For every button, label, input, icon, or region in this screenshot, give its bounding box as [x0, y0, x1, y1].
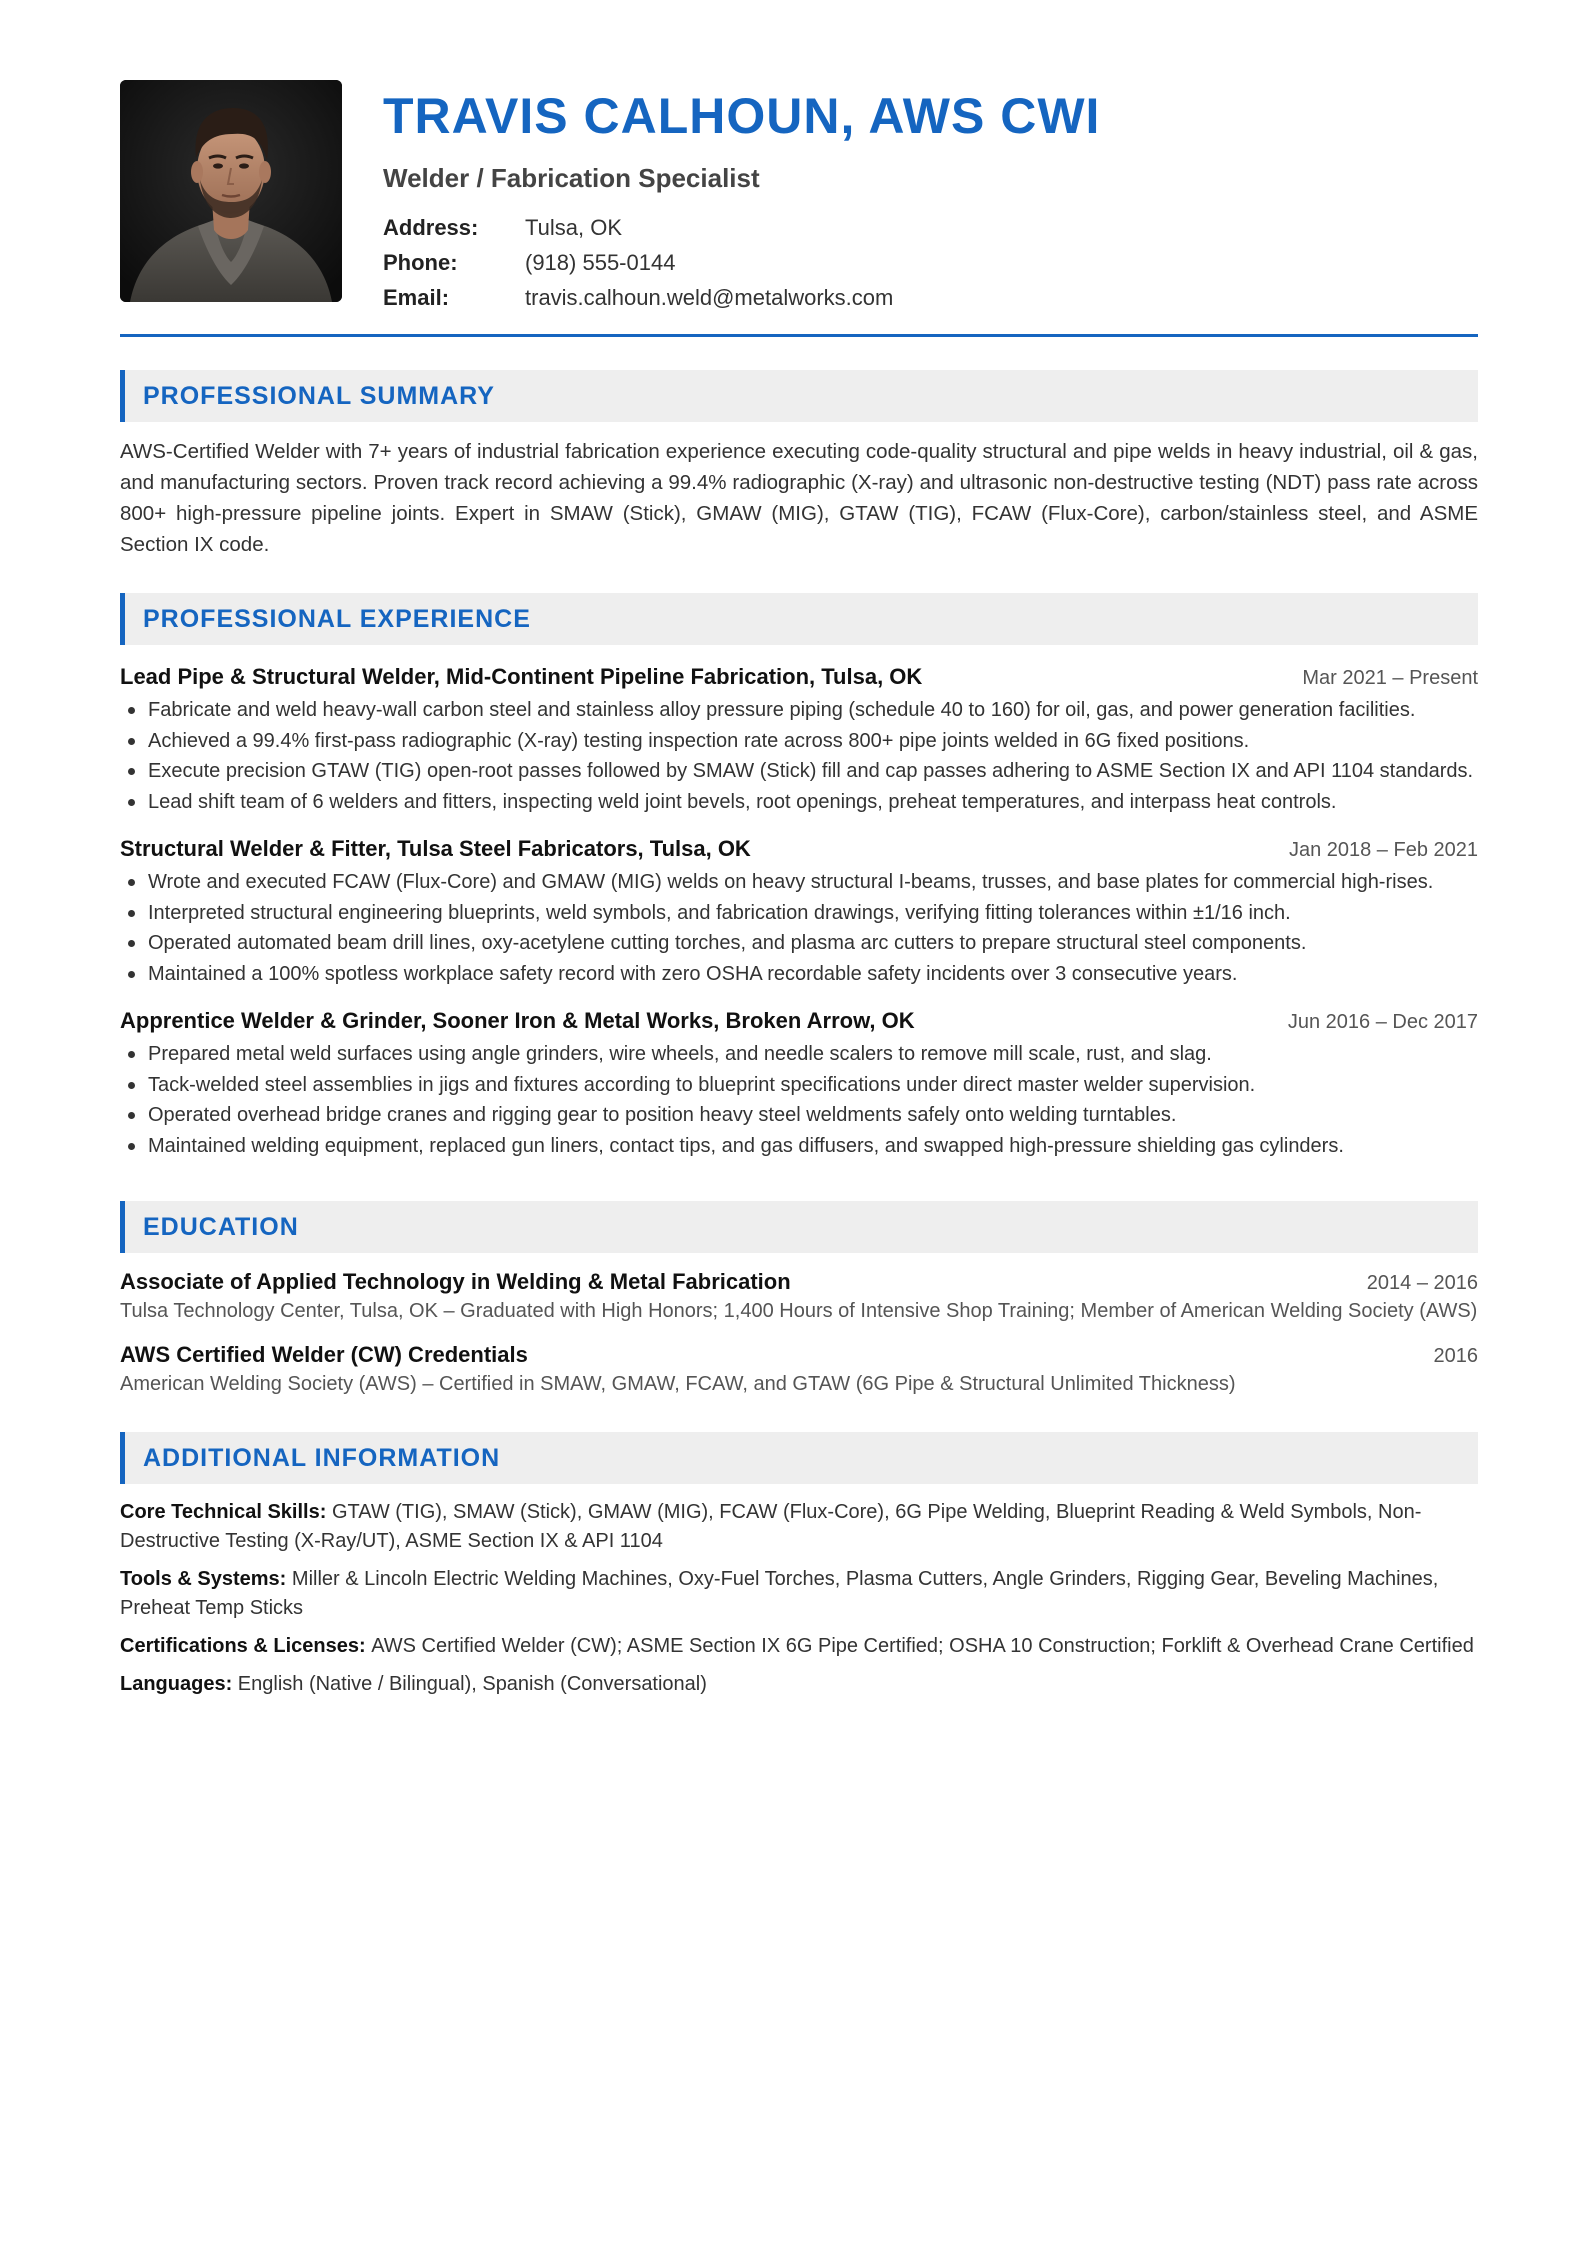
degree-title: Associate of Applied Technology in Welding & Metal Fabrication: [120, 1269, 791, 1294]
info-label: Languages:: [120, 1673, 238, 1695]
info-row-skills: [120, 1498, 1478, 1556]
email-link[interactable]: travis.calhoun.weld@metalworks.com: [525, 285, 894, 310]
header-divider: [120, 334, 1478, 337]
phone-value: (918) 555-0144: [525, 250, 676, 275]
contact-address: [383, 210, 1478, 245]
section-heading-additional: [120, 1432, 1478, 1484]
job-entry: [120, 1005, 1478, 1161]
job-entry: [120, 833, 1478, 989]
info-value: English (Native / Bilingual), Spanish (Conversational): [237, 1673, 707, 1695]
job-bullets: [120, 695, 1478, 817]
education-entry: [120, 1267, 1478, 1326]
job-dates: Mar 2021 – Present: [1302, 667, 1478, 689]
job-bullets: [120, 1039, 1478, 1161]
education-description: American Welding Society (AWS) – Certified in SMAW, GMAW, FCAW, and GTAW (6G Pipe & Structural Unlimited Thickness): [120, 1373, 1236, 1395]
contact-email: [383, 280, 1478, 315]
info-label: Core Technical Skills:: [120, 1501, 332, 1523]
job-role: Structural Welder & Fitter, Tulsa Steel Fabricators, Tulsa, OK: [120, 836, 751, 861]
job-title: Welder / Fabrication Specialist: [383, 163, 760, 193]
bullet-item: Fabricate and weld heavy-wall carbon steel and stainless alloy pressure piping (schedule 40 to 160) for oil, gas, and power generation facilities.: [120, 695, 1478, 726]
education-description: Tulsa Technology Center, Tulsa, OK – Graduated with High Honors; 1,400 Hours of Intensive Shop Training; Member of American Welding Society (AWS): [120, 1300, 1478, 1322]
education-entry: [120, 1340, 1478, 1399]
info-value: Miller & Lincoln Electric Welding Machines, Oxy-Fuel Torches, Plasma Cutters, Angle Grinders, Rigging Gear, Beveling Machines, Preheat Temp Sticks: [120, 1568, 1439, 1619]
info-value: GTAW (TIG), SMAW (Stick), GMAW (MIG), FCAW (Flux-Core), 6G Pipe Welding, Blueprint Reading & Weld Symbols, Non-Destructive Testing (X-Ray/UT), ASME Section IX & API 1104: [120, 1501, 1422, 1552]
resume-header: [120, 80, 1478, 310]
info-label: Certifications & Licenses:: [120, 1635, 372, 1657]
section-heading-summary: [120, 370, 1478, 422]
bullet-item: Lead shift team of 6 welders and fitters, inspecting weld joint bevels, root openings, preheat temperatures, and interpass heat controls.: [120, 787, 1478, 818]
info-row-tools: [120, 1565, 1478, 1623]
education-dates: 2016: [1433, 1345, 1478, 1367]
job-role: Lead Pipe & Structural Welder, Mid-Continent Pipeline Fabrication, Tulsa, OK: [120, 664, 923, 689]
contact-label: Phone:: [383, 250, 458, 275]
contact-label: Address:: [383, 215, 479, 240]
bullet-item: Interpreted structural engineering blueprints, weld symbols, and fabrication drawings, verifying fitting tolerances within ±1/16 inch.: [120, 898, 1478, 929]
contact-label: Email:: [383, 285, 450, 310]
additional-info: [120, 1498, 1478, 1699]
bullet-item: Execute precision GTAW (TIG) open-root passes followed by SMAW (Stick) fill and cap passes adhering to ASME Section IX and API 1104 standards.: [120, 756, 1478, 787]
education-dates: 2014 – 2016: [1366, 1272, 1478, 1294]
bullet-item: Maintained a 100% spotless workplace safety record with zero OSHA recordable safety incidents over 3 consecutive years.: [120, 959, 1478, 990]
bullet-item: Tack-welded steel assemblies in jigs and fixtures according to blueprint specifications under direct master welder supervision.: [120, 1070, 1478, 1101]
bullet-item: Wrote and executed FCAW (Flux-Core) and GMAW (MIG) welds on heavy structural I-beams, trusses, and base plates for commercial high-rises.: [120, 867, 1478, 898]
section-title: ADDITIONAL INFORMATION: [143, 1443, 501, 1472]
bullet-item: Operated automated beam drill lines, oxy-acetylene cutting torches, and plasma arc cutters to prepare structural steel components.: [120, 928, 1478, 959]
section-heading-experience: [120, 593, 1478, 645]
profile-photo: [120, 80, 342, 302]
section-title: PROFESSIONAL SUMMARY: [143, 381, 495, 410]
section-title: EDUCATION: [143, 1212, 299, 1241]
section-title: PROFESSIONAL EXPERIENCE: [143, 604, 531, 633]
bullet-item: Operated overhead bridge cranes and rigging gear to position heavy steel weldments safely onto welding turntables.: [120, 1100, 1478, 1131]
bullet-item: Prepared metal weld surfaces using angle grinders, wire wheels, and needle scalers to remove mill scale, rust, and slag.: [120, 1039, 1478, 1070]
info-row-languages: [120, 1670, 1478, 1699]
job-dates: Jun 2016 – Dec 2017: [1287, 1011, 1478, 1033]
section-heading-education: [120, 1201, 1478, 1253]
job-role: Apprentice Welder & Grinder, Sooner Iron & Metal Works, Broken Arrow, OK: [120, 1008, 915, 1033]
address-value: Tulsa, OK: [525, 215, 622, 240]
bullet-item: Maintained welding equipment, replaced gun liners, contact tips, and gas diffusers, and swapped high-pressure shielding gas cylinders.: [120, 1131, 1478, 1162]
contact-block: [383, 210, 1478, 315]
candidate-name: TRAVIS CALHOUN, AWS CWI: [383, 88, 1101, 144]
info-label: Tools & Systems:: [120, 1568, 292, 1590]
bullet-item: Achieved a 99.4% first-pass radiographic (X-ray) testing inspection rate across 800+ pipe joints welded in 6G fixed positions.: [120, 726, 1478, 757]
info-value: AWS Certified Welder (CW); ASME Section IX 6G Pipe Certified; OSHA 10 Construction; Forklift & Overhead Crane Certified: [371, 1635, 1474, 1657]
resume-page: [120, 80, 1478, 1699]
info-row-certifications: [120, 1632, 1478, 1661]
job-dates: Jan 2018 – Feb 2021: [1288, 839, 1478, 861]
job-entry: [120, 661, 1478, 817]
summary-text: AWS-Certified Welder with 7+ years of industrial fabrication experience executing code-quality structural and pipe welds in heavy industrial, oil & gas, and manufacturing sectors. Proven track record achieving a 99.4% radiographic (X-ray) and ultrasonic non-destructive testing (NDT) pass rate across 800+ high-pressure pipeline joints. Expert in SMAW (Stick), GMAW (MIG), GTAW (TIG), FCAW (Flux-Core), carbon/stainless steel, and ASME Section IX code.: [120, 440, 1478, 556]
job-bullets: [120, 867, 1478, 989]
credential-title: AWS Certified Welder (CW) Credentials: [120, 1342, 528, 1367]
contact-phone: [383, 245, 1478, 280]
